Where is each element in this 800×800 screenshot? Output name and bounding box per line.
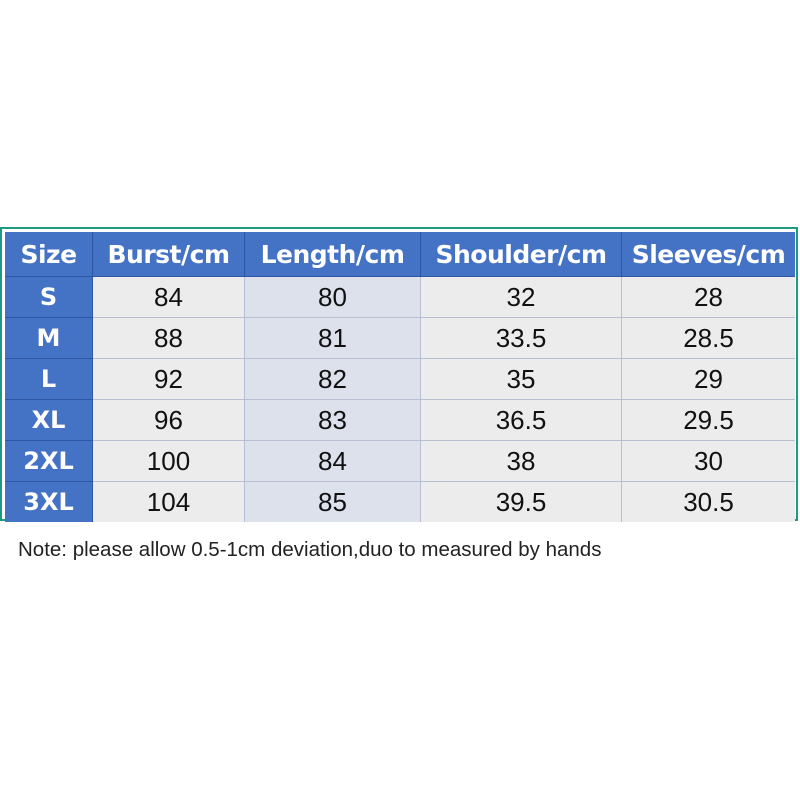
size-label: 3XL [5,482,93,522]
length-value: 85 [245,482,421,522]
sleeves-value: 28 [622,277,795,318]
table-row [5,277,795,318]
header-shoulder: Shoulder/cm [421,232,622,277]
length-value: 82 [245,359,421,400]
table-row [5,318,795,359]
length-value: 83 [245,400,421,441]
size-label: M [5,318,93,359]
size-label: 2XL [5,441,93,482]
table-row [5,482,795,522]
table-row [5,359,795,400]
burst-value: 92 [93,359,245,400]
length-value: 80 [245,277,421,318]
shoulder-value: 36.5 [421,400,622,441]
shoulder-value: 35 [421,359,622,400]
burst-value: 96 [93,400,245,441]
measurement-note: Note: please allow 0.5-1cm deviation,duo to measured by hands [18,538,602,561]
table-row [5,441,795,482]
burst-value: 100 [93,441,245,482]
shoulder-value: 32 [421,277,622,318]
shoulder-value: 39.5 [421,482,622,522]
shoulder-value: 33.5 [421,318,622,359]
header-size: Size [5,232,93,277]
table-row [5,400,795,441]
size-label: S [5,277,93,318]
header-length: Length/cm [245,232,421,277]
sleeves-value: 29 [622,359,795,400]
sleeves-value: 29.5 [622,400,795,441]
sleeves-value: 28.5 [622,318,795,359]
burst-value: 104 [93,482,245,522]
size-chart-table [5,232,795,522]
size-label: XL [5,400,93,441]
burst-value: 88 [93,318,245,359]
burst-value: 84 [93,277,245,318]
header-row [5,232,795,277]
length-value: 84 [245,441,421,482]
shoulder-value: 38 [421,441,622,482]
size-chart-frame [0,227,798,521]
length-value: 81 [245,318,421,359]
header-sleeves: Sleeves/cm [622,232,795,277]
header-burst: Burst/cm [93,232,245,277]
sleeves-value: 30 [622,441,795,482]
size-label: L [5,359,93,400]
sleeves-value: 30.5 [622,482,795,522]
